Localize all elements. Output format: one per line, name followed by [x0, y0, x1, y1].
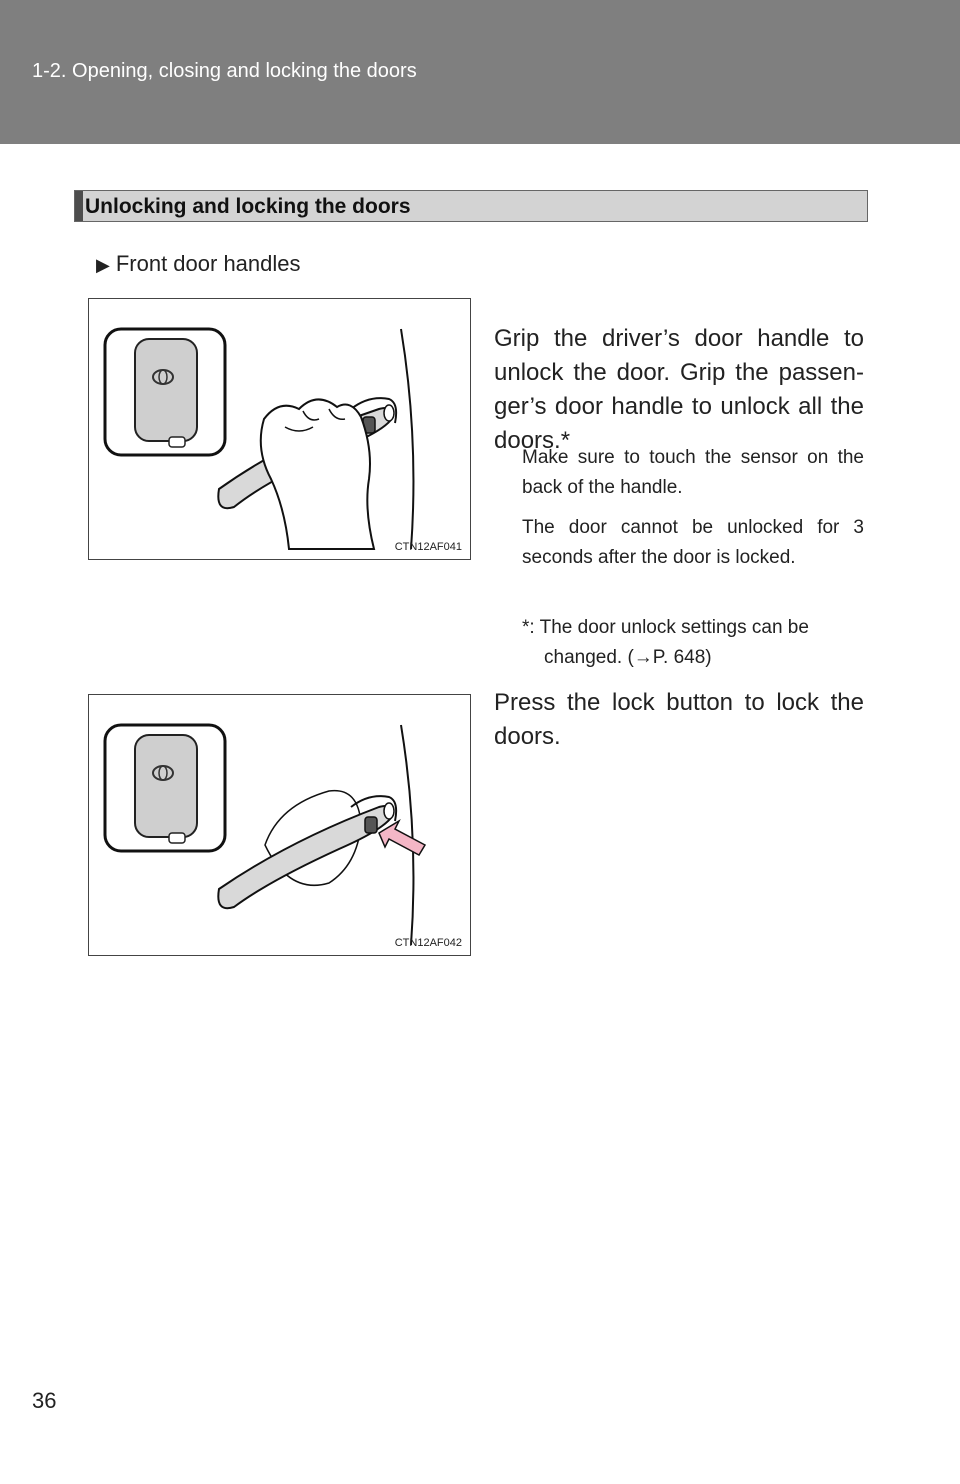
- page-header: [0, 0, 960, 144]
- lock-instructions: Press the lock button to lock the doors.: [494, 689, 864, 750]
- triangle-marker-icon: ▶: [96, 255, 110, 275]
- figure-code: CTN12AF041: [394, 541, 462, 553]
- note-sensor: Make sure to touch the sensor on the back of the handle.: [522, 447, 864, 498]
- subheading: [96, 251, 301, 277]
- subheading-label: Front door handles: [115, 251, 301, 276]
- section-heading: [74, 190, 868, 222]
- grip-handle-illustration: [89, 299, 472, 561]
- figure-lock-button: [88, 694, 471, 956]
- chapter-title: 1-2. Opening, closing and locking the doors: [32, 60, 417, 82]
- hand-illustration: [261, 399, 374, 549]
- lock-button-icon: [365, 817, 377, 833]
- section-title: Unlocking and locking the doors: [85, 195, 411, 218]
- unlock-instructions: Grip the driver’s door handle to unlock the door. Grip the passen-ger’s door handle to unlock all the doors.*: [494, 325, 864, 454]
- figure-code: CTN12AF042: [394, 937, 462, 949]
- section-accent: [75, 191, 83, 221]
- note-delay: The door cannot be unlocked for 3 seconds after the door is locked.: [522, 517, 864, 568]
- key-fob-icon: [135, 735, 197, 837]
- press-arrow-icon: [379, 821, 425, 855]
- key-fob-icon: [135, 339, 197, 441]
- lock-button-illustration: [89, 695, 472, 957]
- footnote-settings: *: The door unlock settings can be changed. (→P. 648): [522, 617, 809, 668]
- figure-grip-handle: [88, 298, 471, 560]
- page-number: 36: [32, 1388, 57, 1413]
